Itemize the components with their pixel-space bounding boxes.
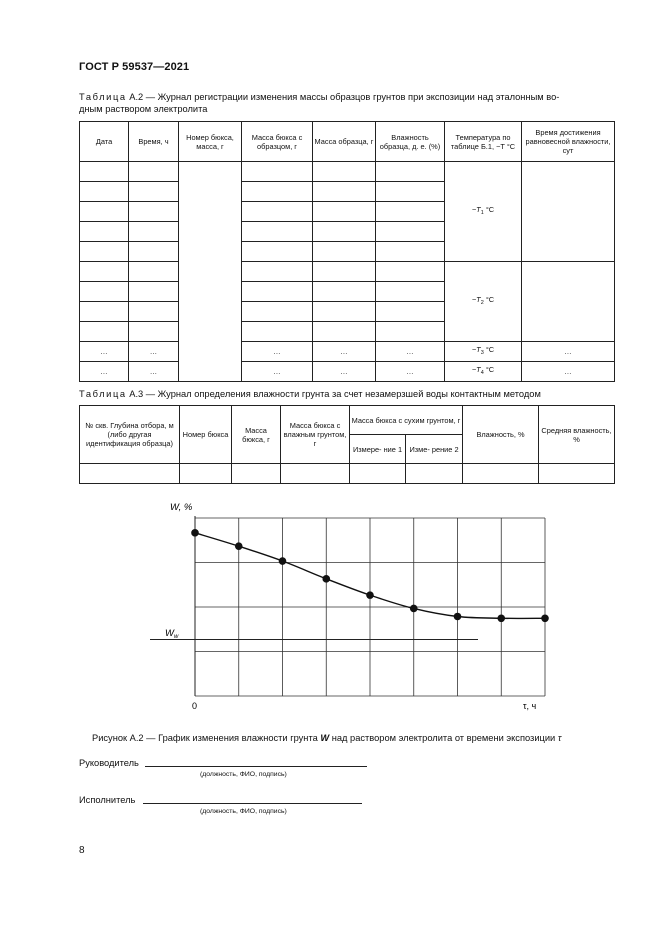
header-sample-mass: Масса образца, г: [313, 122, 376, 162]
data-point: [191, 529, 199, 537]
chart-grid: [195, 518, 545, 696]
document-header: ГОСТ Р 59537—2021: [79, 61, 190, 73]
header-wet-mass: Масса бюкса с влажным грунтом, г: [281, 406, 350, 464]
data-point: [322, 575, 330, 583]
header-bottle-no: Номер бюкса: [180, 406, 232, 464]
temperature-t2-cell: $-T_2$ °С: [445, 262, 522, 342]
data-point: [410, 605, 418, 613]
data-point: [454, 613, 462, 621]
figure-caption: Рисунок А.2 — График изменения влажности грунта W над раствором электролита от времени экспозиции τ: [92, 733, 562, 743]
executor-label: Исполнитель: [79, 795, 136, 805]
header-bottle-mass: Масса бюкса, г: [232, 406, 281, 464]
temperature-t3-cell: $-T_3$ °С: [445, 342, 522, 362]
temperature-t1-cell: $-T_1$ °С: [445, 162, 522, 262]
data-point: [366, 591, 374, 599]
header-meas2: Изме- рение 2: [406, 435, 463, 464]
bottle-no-merged-cell: [179, 162, 242, 382]
table-row: [80, 162, 615, 182]
data-point: [497, 614, 505, 622]
origin-label: 0: [192, 701, 198, 711]
data-point: [235, 542, 243, 550]
head-label: Руководитель: [79, 758, 139, 768]
header-time-eq: Время достижения равновесной влажности, сут: [522, 122, 615, 162]
y-axis-label: W, %: [170, 502, 193, 513]
time-eq-cell-1: [522, 162, 615, 262]
header-well: № скв. Глубина отбора, м (либо другая идентификация образца): [80, 406, 180, 464]
table-a3: [79, 405, 615, 484]
time-eq-cell-2: [522, 262, 615, 342]
table-a2: [79, 121, 615, 382]
ww-label: $W_w$: [165, 628, 179, 640]
humidity-chart: [140, 490, 560, 720]
header-humidity: Влажность образца, д. е. (%): [376, 122, 445, 162]
table-a2-caption-number: А.2: [129, 92, 144, 102]
data-point: [541, 614, 549, 622]
table-a2-caption-label: Таблица: [79, 92, 127, 102]
header-temperature: Температура по таблице Б.1, −T °С: [445, 122, 522, 162]
table-row: [80, 262, 615, 282]
table-a2-caption: [79, 91, 619, 115]
executor-signature-line: [143, 803, 362, 804]
table-a3-caption-number: А.3: [129, 389, 144, 399]
table-row: [80, 464, 615, 484]
executor-signature-hint: (должность, ФИО, подпись): [200, 808, 287, 815]
header-avg-humidity: Средняя влажность, %: [539, 406, 615, 464]
table-a2-header-row: [80, 122, 615, 162]
header-bottle-no: Номер бюкса, масса, г: [179, 122, 242, 162]
table-a3-caption-text: — Журнал определения влажности грунта за счет незамерзшей воды контактным методом: [143, 389, 541, 399]
page-number: 8: [79, 845, 85, 856]
table-a3-caption: [79, 388, 619, 400]
head-signature-hint: (должность, ФИО, подпись): [200, 771, 287, 778]
header-dry-mass-group: Масса бюкса с сухим грунтом, г: [350, 406, 463, 435]
header-humidity: Влажность, %: [463, 406, 539, 464]
header-meas1: Измере- ние 1: [350, 435, 406, 464]
x-axis-label: τ, ч: [523, 701, 537, 711]
table-row-dots: … … … … … $-T_4$ °С …: [80, 362, 615, 382]
table-a2-caption-text-2: дным раствором электролита: [79, 104, 208, 114]
table-a3-header-row: [80, 406, 615, 435]
data-point: [279, 557, 287, 565]
header-time: Время, ч: [129, 122, 179, 162]
header-date: Дата: [80, 122, 129, 162]
table-a3-caption-label: Таблица: [79, 389, 127, 399]
header-bottle-mass: Масса бюкса с образцом, г: [242, 122, 313, 162]
table-a2-caption-text-1: — Журнал регистрации изменения массы образцов грунтов при экспозиции над эталонным во-: [143, 92, 560, 102]
head-signature-line: [145, 766, 367, 767]
temperature-t4-cell: $-T_4$ °С: [445, 362, 522, 382]
table-row-dots: … … … … … $-T_3$ °С …: [80, 342, 615, 362]
